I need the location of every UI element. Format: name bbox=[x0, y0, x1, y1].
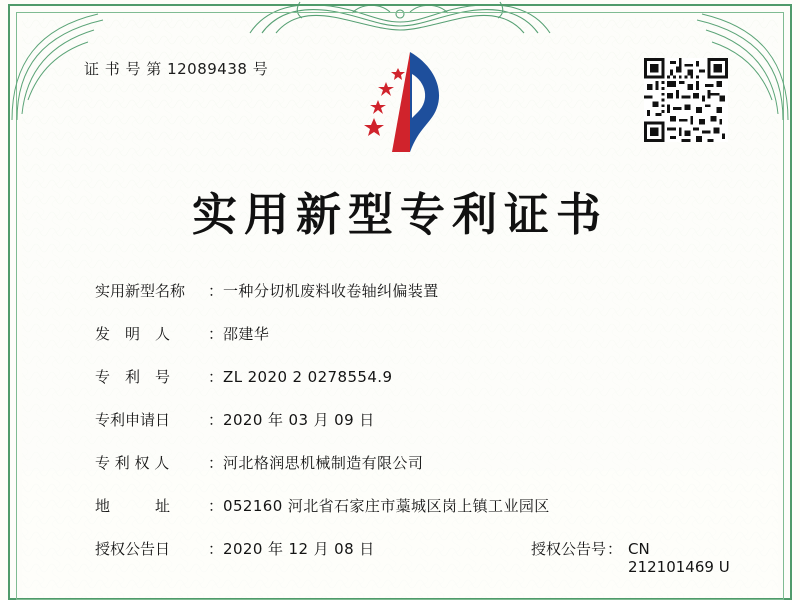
field-value: 河北格润思机械制造有限公司 bbox=[223, 454, 424, 472]
field-value: ZL 2020 2 0278554.9 bbox=[223, 368, 393, 386]
field-value-grant-number: CN 212101469 U bbox=[628, 540, 730, 576]
qr-code bbox=[644, 58, 728, 142]
field-patent-number bbox=[95, 366, 735, 387]
field-colon: ： bbox=[208, 282, 224, 300]
field-address bbox=[95, 495, 735, 516]
field-inventor bbox=[95, 323, 735, 344]
field-colon: ： bbox=[208, 540, 224, 558]
field-value: 邵建华 bbox=[223, 325, 270, 343]
field-value: 一种分切机废料收卷轴纠偏装置 bbox=[223, 282, 439, 300]
field-colon: ： bbox=[208, 497, 224, 515]
field-label-grant-date: 授权公告日 bbox=[95, 540, 171, 558]
field-grant-publication bbox=[95, 538, 735, 576]
field-value-grant-date: 2020 年 12 月 08 日 bbox=[223, 540, 375, 558]
field-colon: ： bbox=[208, 368, 224, 386]
field-utility-model-name bbox=[95, 280, 735, 301]
certificate-fields bbox=[95, 280, 735, 598]
field-label: 发 明 人 bbox=[95, 325, 171, 343]
field-colon: ： bbox=[208, 454, 224, 472]
field-colon: ： bbox=[208, 325, 224, 343]
field-patentee bbox=[95, 452, 735, 473]
field-label: 地 址 bbox=[95, 497, 171, 515]
field-label: 专利申请日 bbox=[95, 411, 171, 429]
field-value: 052160 河北省石家庄市藁城区岗上镇工业园区 bbox=[223, 497, 550, 515]
field-value: 2020 年 03 月 09 日 bbox=[223, 411, 375, 429]
page-title: 实用新型专利证书 bbox=[191, 188, 608, 241]
field-label: 实用新型名称 bbox=[95, 282, 186, 300]
certificate-number: 证 书 号 第 12089438 号 bbox=[84, 60, 269, 78]
field-label: 专 利 号 bbox=[95, 368, 171, 386]
field-label: 专 利 权 人 bbox=[95, 454, 170, 472]
field-colon: ： bbox=[208, 411, 224, 429]
patent-office-logo-icon bbox=[352, 48, 462, 163]
field-label-grant-number: 授权公告号 bbox=[531, 540, 607, 558]
field-application-date bbox=[95, 409, 735, 430]
field-colon: ： bbox=[607, 540, 623, 558]
